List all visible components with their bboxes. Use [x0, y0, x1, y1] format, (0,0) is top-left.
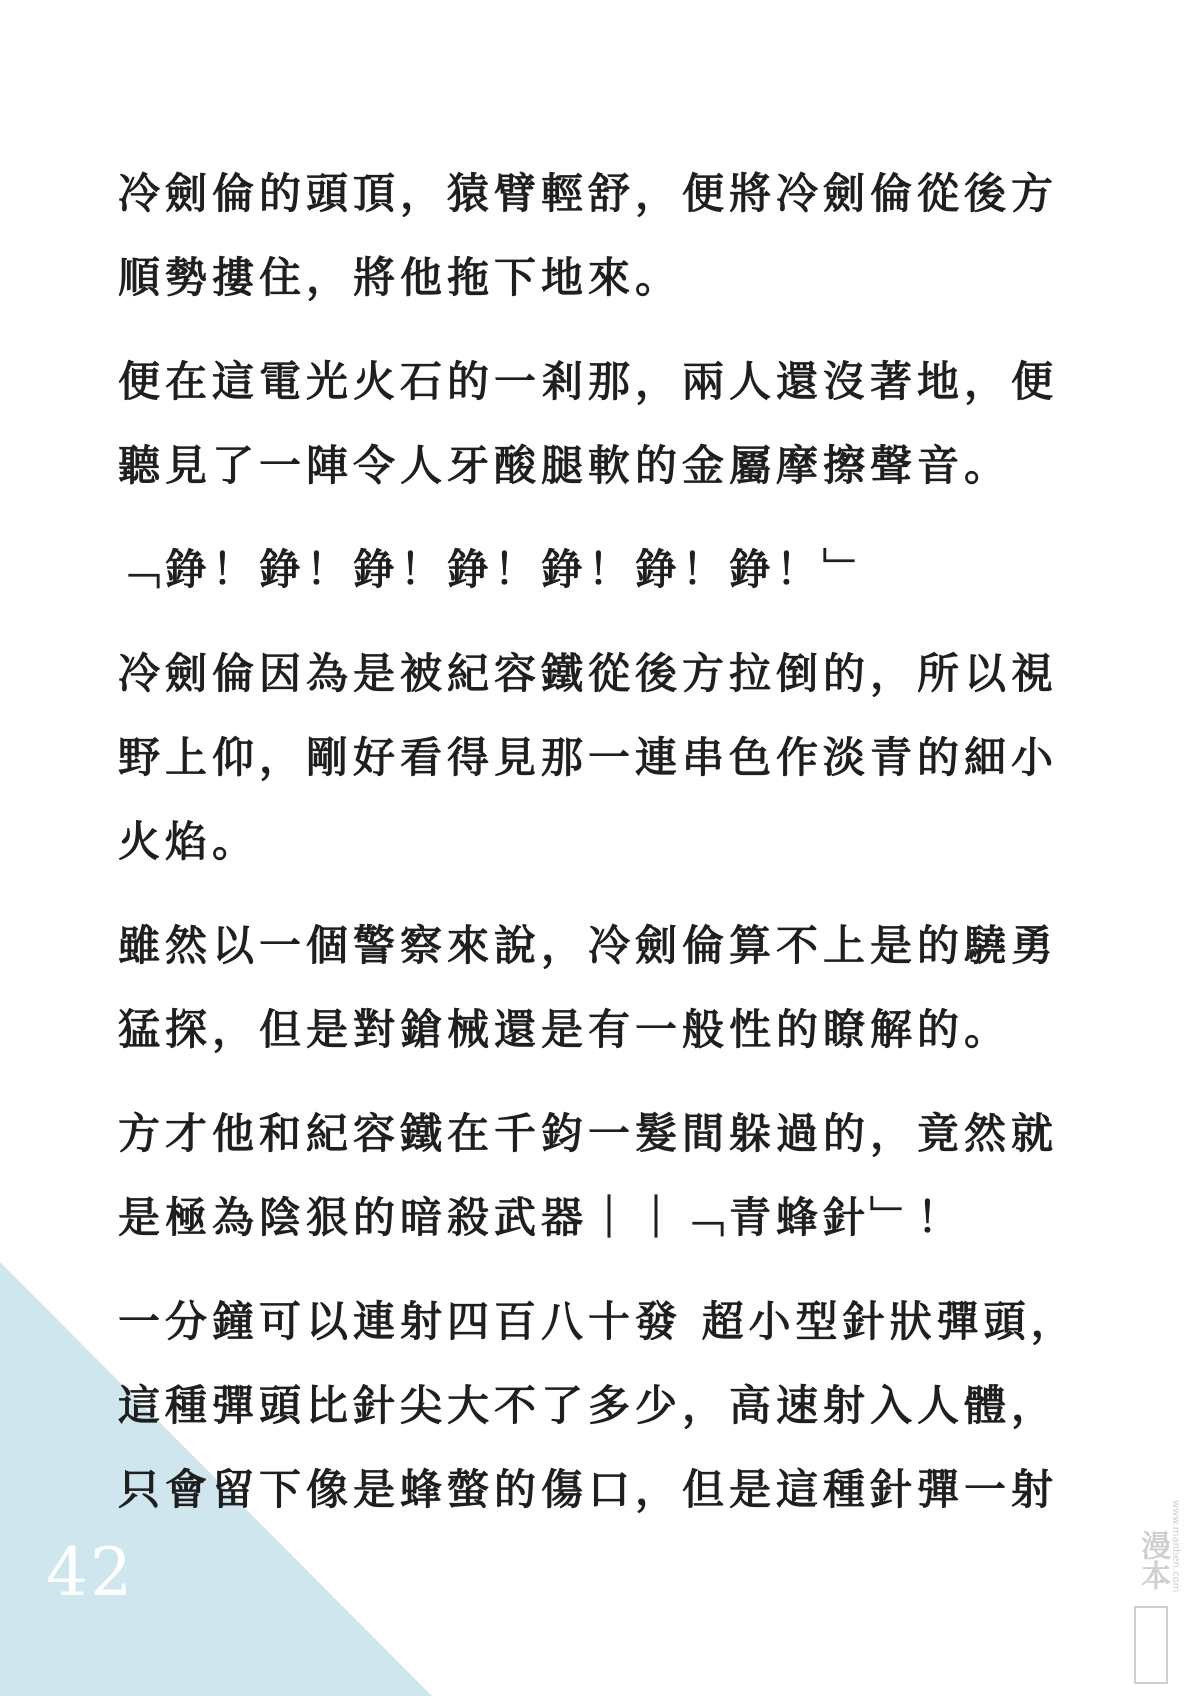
paragraph — [118, 1280, 1098, 1532]
text-line: 這種彈頭比針尖大不了多少，高速射入人體， — [118, 1381, 1059, 1430]
body-text — [118, 152, 1098, 1552]
text-line: ﹁錚！錚！錚！錚！錚！錚！錚！﹂ — [118, 545, 871, 594]
text-line: 火焰。 — [118, 817, 260, 866]
text-line: 聽見了一陣令人牙酸腿軟的金屬摩擦聲音。 — [118, 441, 1012, 490]
paragraph — [118, 528, 1098, 612]
text-line: 冷劍倫的頭頂，猿臂輕舒，便將冷劍倫從後方 — [118, 169, 1059, 218]
text-line: 順勢摟住，將他拖下地來。 — [118, 253, 683, 302]
paragraph — [118, 1092, 1098, 1260]
watermark-logo — [1122, 1500, 1192, 1690]
text-line: 雖然以一個警察來說，冷劍倫算不上是的驍勇 — [118, 921, 1059, 970]
watermark-brand: 漫本 — [1135, 1530, 1170, 1590]
paragraph — [118, 152, 1098, 320]
text-line: 猛探，但是對鎗械還是有一般性的瞭解的。 — [118, 1005, 1012, 1054]
text-line: 只會留下像是蜂螫的傷口，但是這種針彈一射 — [118, 1465, 1059, 1514]
text-line: 野上仰，剛好看得見那一連串色作淡青的細小 — [118, 733, 1059, 782]
text-line: 便在這電光火石的一剎那，兩人還沒著地，便 — [118, 357, 1059, 406]
page-number: 42 — [46, 1534, 134, 1611]
text-line: 方才他和紀容鐵在千鈞一髮間躲過的，竟然就 — [118, 1109, 1059, 1158]
paragraph — [118, 340, 1098, 508]
paragraph — [118, 904, 1098, 1072]
text-line: 一分鐘可以連射四百八十發 超小型針狀彈頭， — [118, 1297, 1078, 1346]
text-line: 是極為陰狠的暗殺武器｜｜﹁青蜂針﹂！ — [118, 1193, 965, 1242]
text-line: 冷劍倫因為是被紀容鐵從後方拉倒的，所以視 — [118, 649, 1059, 698]
watermark-url: www.manben.com — [1170, 1500, 1181, 1593]
paragraph — [118, 632, 1098, 884]
watermark-box — [1134, 1606, 1168, 1684]
